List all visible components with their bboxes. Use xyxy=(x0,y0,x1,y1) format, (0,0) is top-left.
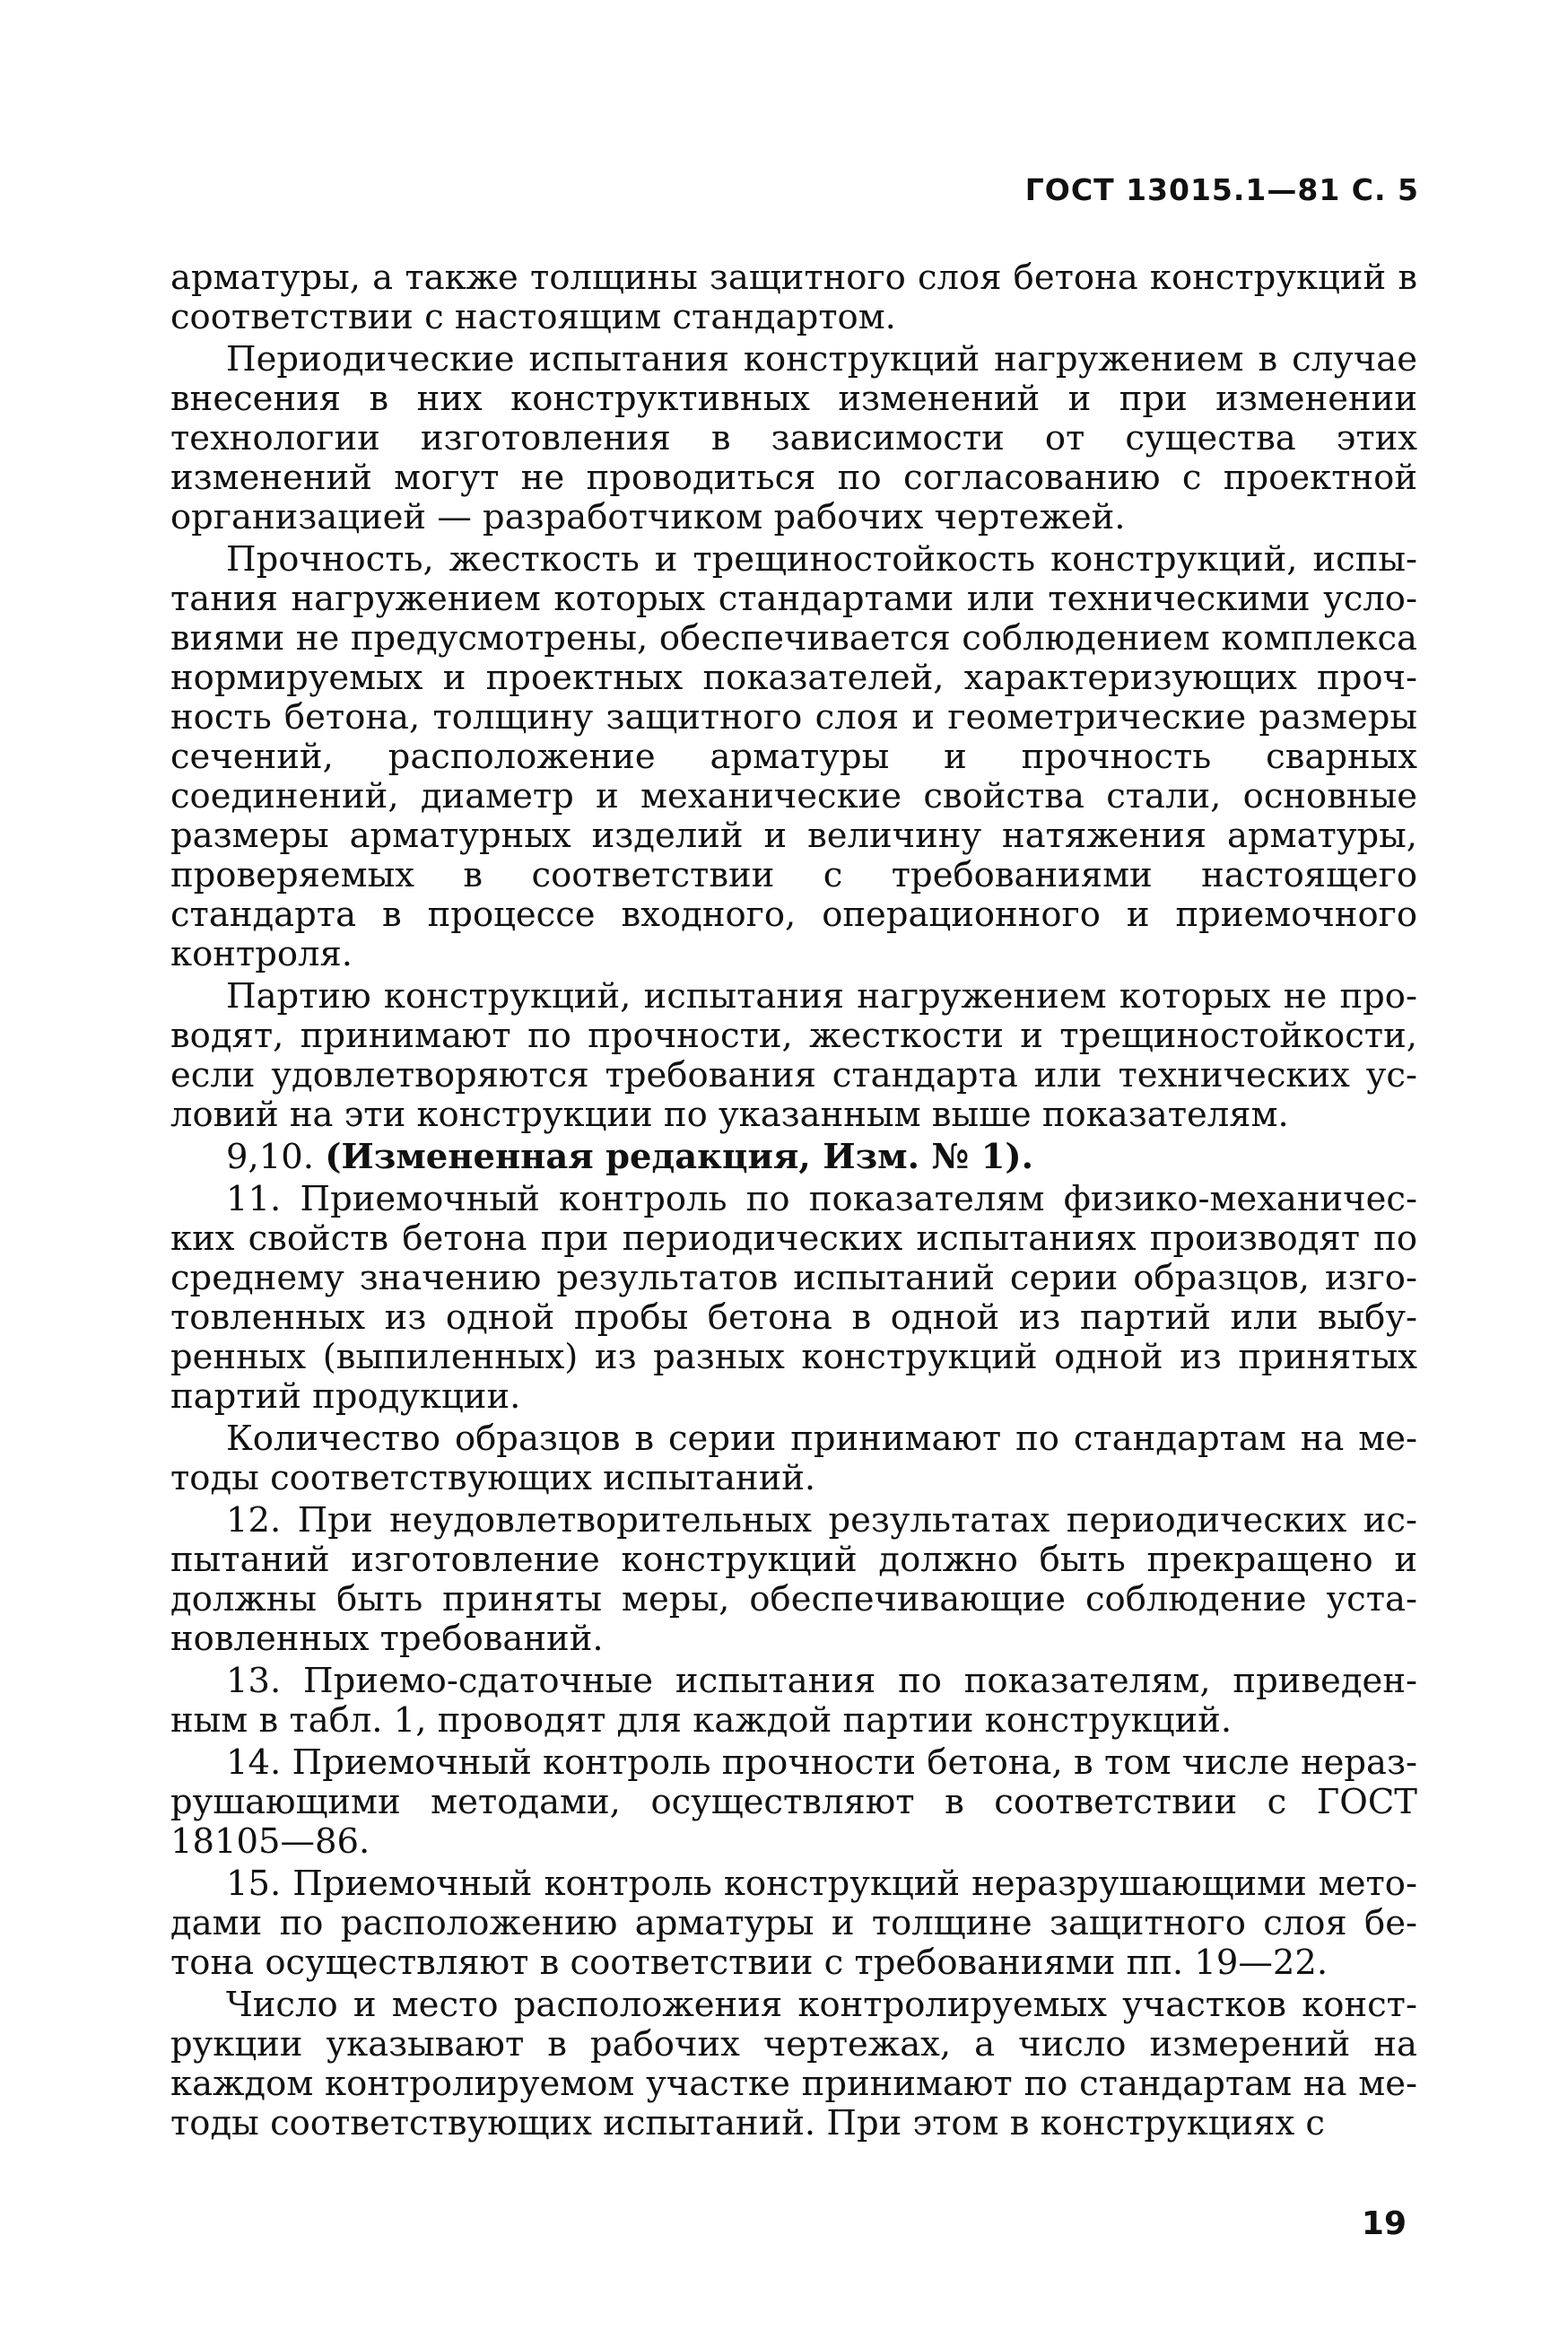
page-number: 19 xyxy=(1361,2205,1407,2242)
paragraph: Партию конструкций, испытания нагружением которых не проводят, принимают по прочности, жесткости и трещиностойкости, если удовлетворяются требования стандарта или технических условий на эти конструкции по указанным выше показателям. xyxy=(170,976,1417,1135)
paragraph: 12. При неудовлетворительных результатах периодических испытаний изготовление конструкций должно быть прекращено и должны быть приняты меры, обеспечивающие соблюдение установленных требований. xyxy=(170,1500,1417,1659)
amendment-note xyxy=(170,1138,1417,1177)
paragraph: 15. Приемочный контроль конструкций неразрушающими методами по расположению арматуры и толщине защитного слоя бетона осуществляют в соответствии с требованиями пп. 19—22. xyxy=(170,1864,1417,1983)
paragraph: Число и место расположения контролируемых участков конструкции указывают в рабочих чертежах, а число измерений на каждом контролируемом участке принимают по стандартам на методы соответствующих испытаний. При этом в конструкциях с xyxy=(170,1985,1417,2143)
paragraph: Количество образцов в серии принимают по стандартам на методы соответствующих испытаний. xyxy=(170,1419,1417,1498)
body-text xyxy=(170,258,1417,2146)
paragraph: Периодические испытания конструкций нагружением в случае внесения в них конструктивных изменений и при изменении технологии изготовления в зависимости от существа этих изменений могут не проводиться по согласованию с проектной организацией — разработчиком рабочих чертежей. xyxy=(170,339,1417,537)
amendment-label: (Измененная редакция, Изм. № 1). xyxy=(325,1137,1034,1177)
paragraph: 14. Приемочный контроль прочности бетона, в том числе неразрушающими методами, осуществляют в соответствии с ГОСТ 18105—86. xyxy=(170,1742,1417,1862)
paragraph: Прочность, жесткость и трещиностойкость конструкций, испытания нагружением которых стандартами или техническими условиями не предусмотрены, обеспечивается соблюдением комплекса нормируемых и проектных показателей, характеризующих прочность бетона, толщину защитного слоя и геометрические размеры сечений, расположение арматуры и прочность сварных соединений, диаметр и механические свойства стали, основные размеры арматурных изделий и величину натяжения арматуры, проверяемых в соответствии с требованиями настоящего стандарта в процессе входного, операционного и приемочного контроля. xyxy=(170,539,1417,974)
amendment-prefix: 9,10. xyxy=(226,1137,326,1177)
paragraph: 13. Приемо-сдаточные испытания по показателям, приведенным в табл. 1, проводят для каждой партии конструкций. xyxy=(170,1661,1417,1741)
running-header: ГОСТ 13015.1—81 С. 5 xyxy=(1024,172,1419,207)
paragraph: арматуры, а также толщины защитного слоя бетона конструкций в соответствии с настоящим стандартом. xyxy=(170,258,1417,337)
paragraph: 11. Приемочный контроль по показателям физико-механических свойств бетона при периодических испытаниях производят по среднему значению результатов испытаний серии образцов, изготовленных из одной пробы бетона в одной из партий или выбуренных (выпиленных) из разных конструкций одной из принятых партий продукции. xyxy=(170,1179,1417,1417)
